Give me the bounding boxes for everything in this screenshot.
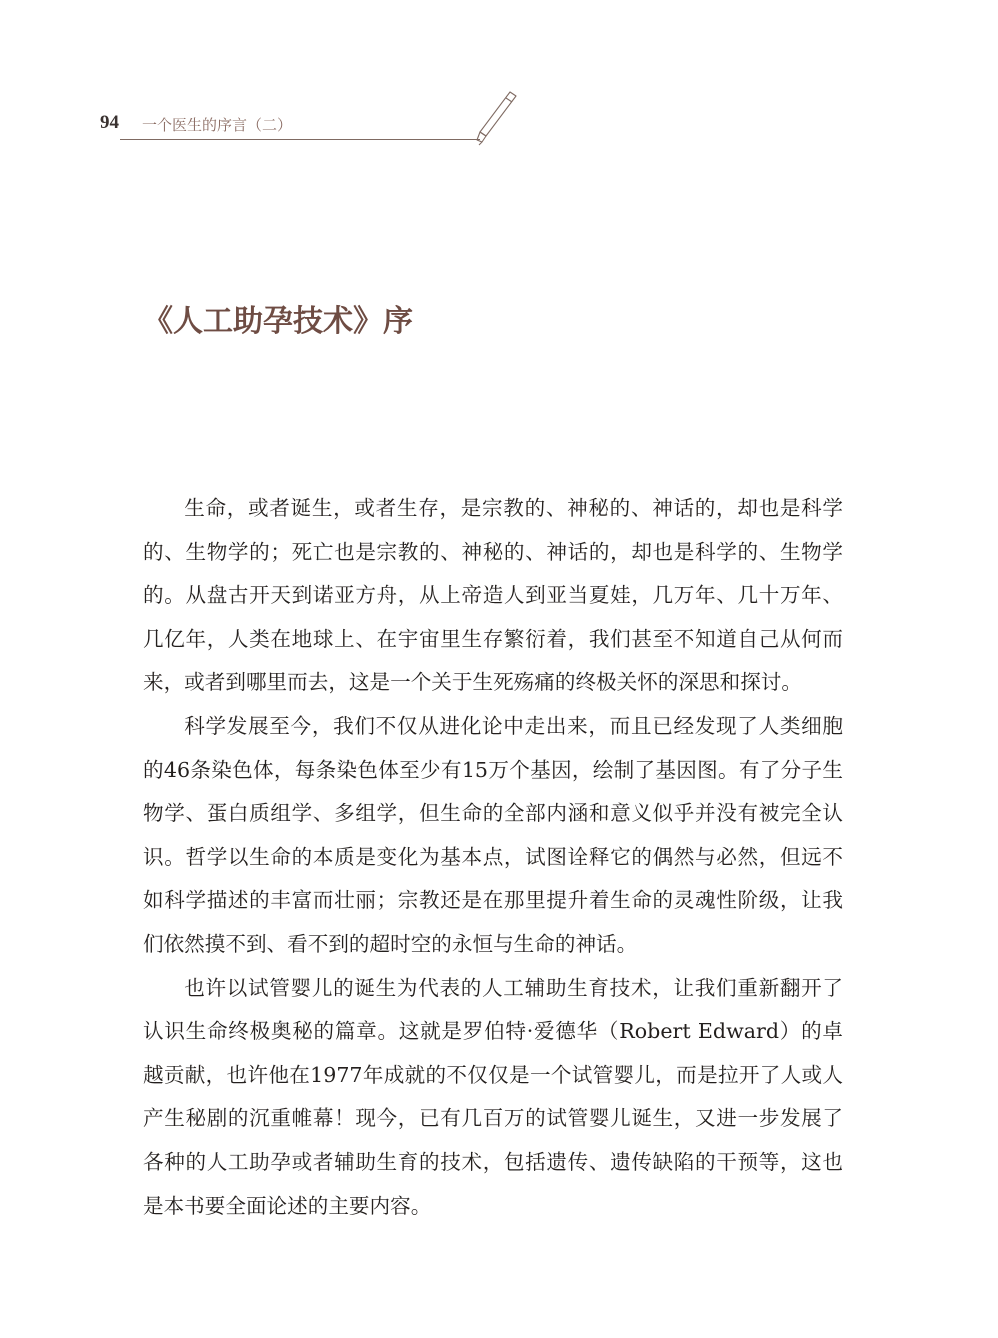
- running-header-title: 一个医生的序言（二）: [142, 116, 293, 134]
- paragraph: 生命，或者诞生，或者生存，是宗教的、神秘的、神话的，却也是科学的、生物学的；死亡也是宗教的、神秘的、神话的，却也是科学的、生物学的。从盘古开天到诺亚方舟，从上帝造人到亚当夏娃，几万年、几十万年、几亿年，人类在地球上、在宇宙里生存繁衍着，我们甚至不知道自己从何而来，或者到哪里而去，这是一个关于生死殇痛的终极关怀的深思和探讨。: [143, 496, 843, 695]
- header-rule: [120, 139, 480, 140]
- body-text: [143, 487, 843, 1228]
- running-header: [100, 110, 520, 142]
- paragraph: 也许以试管婴儿的诞生为代表的人工辅助生育技术，让我们重新翻开了认识生命终极奥秘的篇章。这就是罗伯特·爱德华（Robert Edward）的卓越贡献，也许他在1977年成就的不仅仅是一个试管婴儿，而是拉开了人或人产生秘剧的沉重帷幕！现今，已有几百万的试管婴儿诞生，又进一步发展了各种的人工助孕或者辅助生育的技术，包括遗传、遗传缺陷的干预等，这也是本书要全面论述的主要内容。: [143, 975, 843, 1218]
- paragraph: 科学发展至今，我们不仅从进化论中走出来，而且已经发现了人类细胞的46条染色体，每条染色体至少有15万个基因，绘制了基因图。有了分子生物学、蛋白质组学、多组学，但生命的全部内涵和意义似乎并没有被完全认识。哲学以生命的本质是变化为基本点，试图诠释它的偶然与必然，但远不如科学描述的丰富而壮丽；宗教还是在那里提升着生命的灵魂性阶级，让我们依然摸不到、看不到的超时空的永恒与生命的神话。: [143, 713, 843, 956]
- page-number: 94: [100, 112, 119, 133]
- chapter-title: 《人工助孕技术》序: [143, 304, 413, 339]
- fountain-pen-icon: [470, 90, 520, 146]
